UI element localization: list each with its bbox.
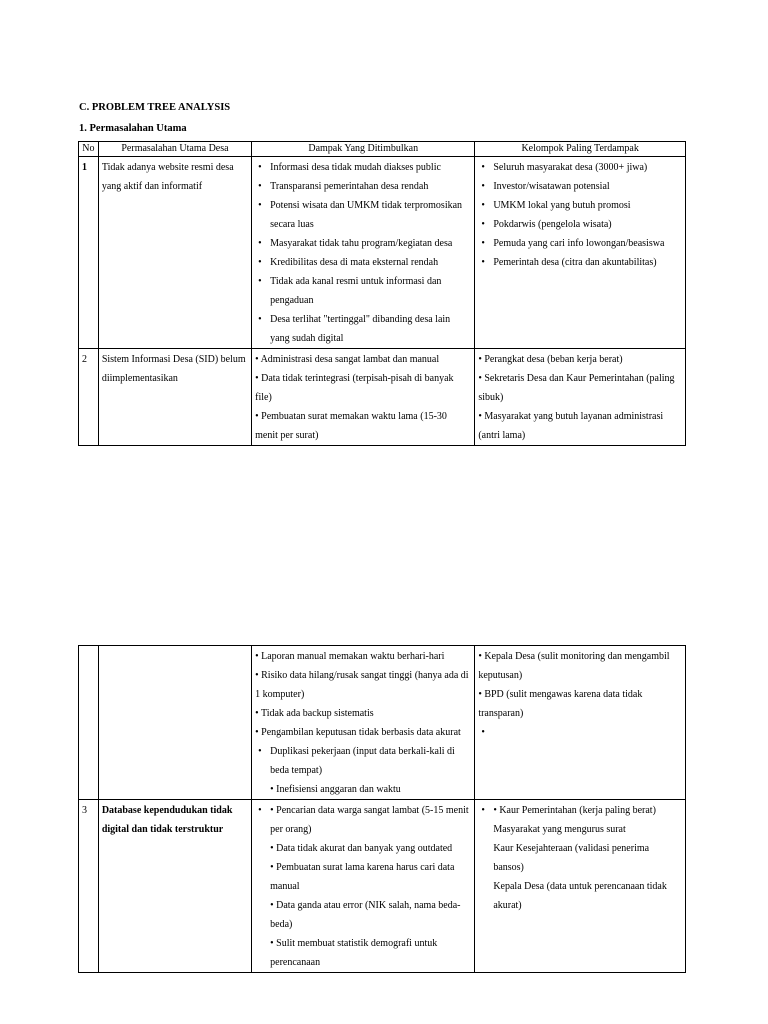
list-item: • Administrasi desa sangat lambat dan manual [255, 354, 440, 365]
group-cell [475, 157, 686, 349]
subsection-heading: 1. Permasalahan Utama [79, 123, 187, 134]
list-item: • Kepala Desa (sulit monitoring dan mengambil keputusan) [478, 651, 670, 681]
row-number: 3 [79, 800, 99, 973]
problem-cell: Tidak adanya website resmi desa yang aktif dan informatif [98, 157, 251, 349]
table-row [79, 157, 686, 349]
row-number [79, 646, 99, 800]
list-item: • Pengambilan keputusan tidak berbasis data akurat [255, 727, 461, 738]
list-item: • Seluruh masyarakat desa (3000+ jiwa) [478, 158, 682, 177]
impact-cell [252, 157, 475, 349]
list-item: • Pembuatan surat lama karena harus cari data manual [270, 862, 455, 892]
list-item: • Sekretaris Desa dan Kaur Pemerintahan (paling sibuk) [478, 373, 675, 403]
list-item: • Laporan manual memakan waktu berhari-hari [255, 651, 445, 662]
column-header-group: Kelompok Paling Terdampak [475, 142, 686, 157]
list-item: • Tidak ada backup sistematis [255, 708, 374, 719]
row-number: 2 [79, 349, 99, 446]
list-item: • Data ganda atau error (NIK salah, nama beda-beda) [270, 900, 461, 930]
list-item: • UMKM lokal yang butuh promosi [478, 196, 682, 215]
problem-cell: Database kependudukan tidak digital dan tidak terstruktur [98, 800, 251, 973]
list-item: • BPD (sulit mengawas karena data tidak transparan) [478, 689, 643, 719]
problem-table-continued [78, 645, 686, 973]
list-item: • Perangkat desa (beban kerja berat) [478, 354, 623, 365]
table-row [79, 646, 686, 800]
table-row [79, 349, 686, 446]
table-header-row [79, 142, 686, 157]
impact-cell [252, 646, 475, 800]
list-item: • Risiko data hilang/rusak sangat tinggi (hanya ada di 1 komputer) [255, 670, 469, 700]
list-item: • Masyarakat tidak tahu program/kegiatan desa [255, 234, 471, 253]
list-item: • Potensi wisata dan UMKM tidak terpromosikan secara luas [255, 196, 471, 234]
list-item: • Duplikasi pekerjaan (input data berkali-kali di beda tempat) [255, 742, 471, 780]
impact-cell [252, 800, 475, 973]
list-item: • Investor/wisatawan potensial [478, 177, 682, 196]
list-item: • [481, 727, 485, 738]
list-item: Kepala Desa (data untuk perencanaan tidak akurat) [493, 881, 667, 911]
list-item: • Pembuatan surat memakan waktu lama (15-30 menit per surat) [255, 411, 447, 441]
list-item: • Desa terlihat "tertinggal" dibanding desa lain yang sudah digital [255, 310, 471, 348]
section-heading: C. PROBLEM TREE ANALYSIS [79, 102, 231, 113]
list-item: • Informasi desa tidak mudah diakses public [255, 158, 471, 177]
row-number: 1 [79, 157, 99, 349]
list-item: • Pokdarwis (pengelola wisata) [478, 215, 682, 234]
list-item: • Masyarakat yang butuh layanan administrasi (antri lama) [478, 411, 664, 441]
list-item: • Tidak ada kanal resmi untuk informasi dan pengaduan [255, 272, 471, 310]
list-item: • Pemerintah desa (citra dan akuntabilitas) [478, 253, 682, 272]
list-item: • Pemuda yang cari info lowongan/beasiswa [478, 234, 682, 253]
list-item: Masyarakat yang mengurus surat [493, 824, 626, 835]
list-item: • • Kaur Pemerintahan (kerja paling berat) [478, 801, 682, 820]
group-cell [475, 646, 686, 800]
impact-cell [252, 349, 475, 446]
problem-table [78, 141, 686, 446]
list-item: Kaur Kesejahteraan (validasi penerima bansos) [493, 843, 650, 873]
list-item: • Data tidak akurat dan banyak yang outdated [270, 843, 453, 854]
group-cell [475, 349, 686, 446]
problem-cell [98, 646, 251, 800]
column-header-problem: Permasalahan Utama Desa [98, 142, 251, 157]
list-item: • Transparansi pemerintahan desa rendah [255, 177, 471, 196]
group-cell [475, 800, 686, 973]
list-item: • Kredibilitas desa di mata eksternal rendah [255, 253, 471, 272]
list-item: • Sulit membuat statistik demografi untuk perencanaan [270, 938, 438, 968]
list-item: • Inefisiensi anggaran dan waktu [270, 784, 401, 795]
list-item: • • Pencarian data warga sangat lambat (5-15 menit per orang) [255, 801, 471, 839]
list-item: • Data tidak terintegrasi (terpisah-pisah di banyak file) [255, 373, 454, 403]
problem-cell: Sistem Informasi Desa (SID) belum diimplementasikan [98, 349, 251, 446]
column-header-impact: Dampak Yang Ditimbulkan [252, 142, 475, 157]
table-row [79, 800, 686, 973]
column-header-no: No [79, 142, 99, 157]
